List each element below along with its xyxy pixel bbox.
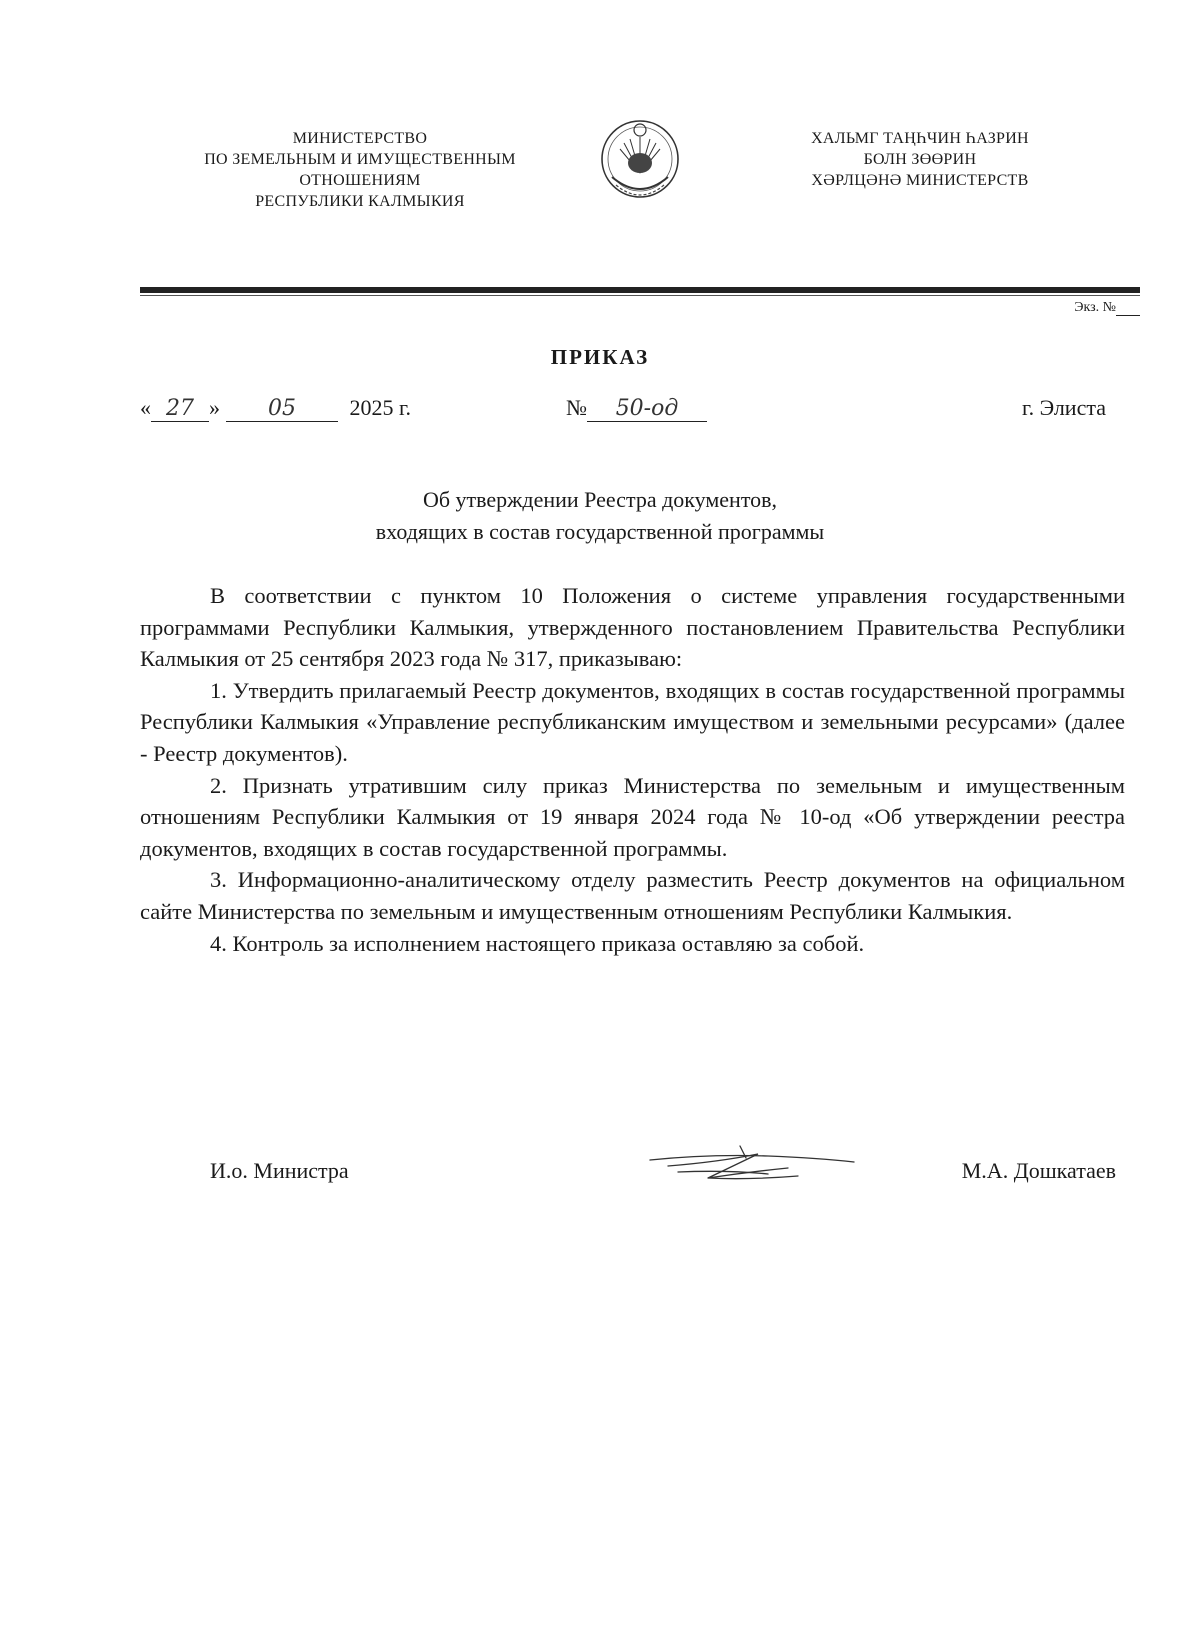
date-month: 05 [226, 396, 338, 422]
order-number-value: 50-од [587, 396, 707, 422]
document-title: ПРИКАЗ [550, 345, 650, 369]
order-subject-line: входящих в состав государственной программы [375, 519, 825, 544]
signatory-name: М.А. Дошкатаев [961, 1158, 1116, 1183]
order-number [566, 395, 707, 422]
order-date [140, 395, 411, 422]
header-rule-thin [140, 295, 1140, 296]
handwritten-signature-icon [648, 1140, 858, 1190]
order-number-prefix: № [566, 395, 587, 420]
order-subject [0, 484, 1200, 548]
signatory-role: И.о. Министра [210, 1158, 349, 1183]
copy-number-label: Экз. № [1074, 300, 1116, 315]
ministry-name-line: ХАЛЬМГ ТАҢҺЧИН ҺАЗРИН [811, 130, 1029, 147]
header-rule [140, 287, 1140, 293]
date-day: 27 [151, 396, 209, 422]
date-year: 2025 г. [349, 395, 412, 420]
copy-number [1074, 300, 1140, 316]
ministry-name-line: ПО ЗЕМЕЛЬНЫМ И ИМУЩЕСТВЕННЫМ [204, 151, 516, 168]
ministry-name-line: ХӘРЛЦӘНӘ МИНИСТЕРСТВ [811, 172, 1029, 189]
date-open-quote: « [140, 395, 151, 420]
order-item-4: 4. Контроль за исполнением настоящего приказа оставляю за собой. [210, 930, 865, 956]
order-city: г. Элиста [1022, 395, 1106, 420]
ministry-name-russian [160, 128, 560, 212]
order-subject-line: Об утверждении Реестра документов, [422, 487, 778, 512]
order-item-1: 1. Утвердить прилагаемый Реестр документов, входящих в состав государственной программы Республики Калмыкия «Управление республиканским имуществом и земельными ресурсами» (далее - Реестр документов). [140, 677, 1125, 766]
order-item-2: 2. Признать утратившим силу приказ Министерства по земельным и имущественным отношениям Республики Калмыкия от 19 января 2024 года № 10-од «Об утверждении реестра документов, входящих в состав государственной программы. [140, 772, 1125, 861]
ministry-name-line: МИНИСТЕРСТВО [292, 130, 428, 147]
date-close-quote: » [209, 395, 220, 420]
ministry-name-line: ОТНОШЕНИЯМ [299, 172, 421, 189]
preamble-paragraph: В соответствии с пунктом 10 Положения о системе управления государственными программами Республики Калмыкия, утвержденного постановлением Правительства Республики Калмыкия от 25 сентября 2023 года № 317, приказываю: [140, 583, 1125, 672]
copy-number-blank [1116, 303, 1140, 316]
ministry-name-kalmyk [770, 128, 1070, 191]
ministry-name-line: БОЛН ЗӨӨРИН [863, 151, 977, 168]
kalmykia-coat-of-arms-icon [598, 115, 682, 207]
order-body [140, 580, 1125, 959]
order-item-3: 3. Информационно-аналитическому отделу разместить Реестр документов на официальном сайте Министерства по земельным и имущественным отношениям Республики Калмыкия. [140, 867, 1125, 924]
ministry-name-line: РЕСПУБЛИКИ КАЛМЫКИЯ [255, 193, 465, 210]
